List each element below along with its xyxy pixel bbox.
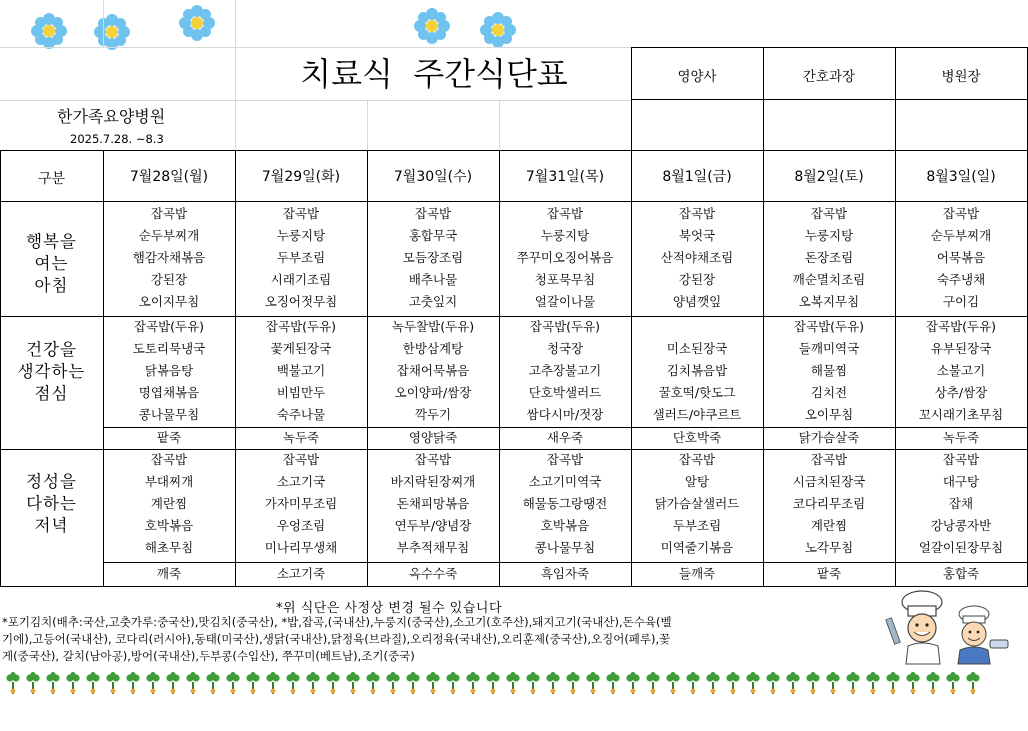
breakfast-menu-item: 잡곡밥 (546, 206, 584, 221)
breakfast-menu-item: 순두부찌개 (138, 228, 200, 243)
lunch-menu-item: 상추/쌈장 (934, 385, 988, 400)
dinner-porridge: 홍합죽 (942, 566, 980, 581)
breakfast-menu-item: 누룽지탕 (804, 228, 854, 243)
lunch-menu-item: 김치전 (810, 385, 848, 400)
lunch-menu-item: 단호박샐러드 (528, 385, 602, 400)
lunch-porridge: 녹두죽 (282, 430, 320, 445)
flower-decoration-icon (92, 12, 132, 52)
breakfast-menu-item: 오징어젓무침 (264, 294, 338, 309)
plant-icon (866, 672, 880, 694)
lunch-porridge: 녹두죽 (942, 430, 980, 445)
plant-icon (86, 672, 100, 694)
dinner-menu-item: 강낭콩자반 (930, 518, 992, 533)
plant-icon (546, 672, 560, 694)
plant-icon (126, 672, 140, 694)
day-header: 8월3일(일) (926, 169, 996, 185)
breakfast-menu-item: 두부조림 (276, 250, 326, 265)
dinner-menu-item: 닭가슴살샐러드 (654, 496, 740, 511)
breakfast-menu-item: 쭈꾸미오징어볶음 (516, 250, 614, 265)
lunch-menu-item: 숙주나물 (276, 407, 326, 422)
lunch-menu-item: 오이양파/쌈장 (394, 385, 472, 400)
lunch-menu-item: 비빔만두 (276, 385, 326, 400)
flower-decoration-icon (177, 3, 217, 43)
plant-icon (146, 672, 160, 694)
lunch-menu-item: 소불고기 (936, 363, 986, 378)
lunch-label: 건강을 생각하는 점심 (17, 340, 86, 403)
plant-icon (566, 672, 580, 694)
dinner-menu-item: 부추적채무침 (396, 540, 470, 555)
breakfast-menu-item: 누룽지탕 (540, 228, 590, 243)
breakfast-menu-item: 잡곡밥 (810, 206, 848, 221)
lunch-porridge: 닭가슴살죽 (798, 430, 860, 445)
plant-icon (6, 672, 20, 694)
hospital-name: 한가족요양병원 (57, 107, 166, 126)
dinner-porridge: 흑임자죽 (540, 566, 590, 581)
dinner-menu-item: 가자미무조림 (264, 496, 338, 511)
lunch-menu-item: 꿀호떡/핫도그 (658, 385, 736, 400)
breakfast-label: 행복을 여는 아침 (26, 232, 77, 295)
breakfast-menu-item: 순두부찌개 (930, 228, 992, 243)
plant-icon (706, 672, 720, 694)
plant-icon (846, 672, 860, 694)
plant-icon (906, 672, 920, 694)
lunch-menu-item: 미소된장국 (666, 341, 728, 356)
breakfast-menu-item: 숙주냉채 (936, 272, 986, 287)
breakfast-menu-item: 강된장 (150, 272, 188, 287)
breakfast-menu-item: 누룽지탕 (276, 228, 326, 243)
breakfast-menu-item: 깨순멸치조림 (792, 272, 866, 287)
breakfast-menu-item: 햄감자채볶음 (132, 250, 206, 265)
menu-change-notice: *위 식단은 사정상 변경 될수 있습니다 (276, 601, 503, 616)
dinner-menu-item: 해초무침 (144, 540, 194, 555)
plant-icon (886, 672, 900, 694)
breakfast-menu-item: 구이김 (942, 294, 980, 309)
flower-decoration-icon (29, 11, 69, 51)
dinner-menu-item: 호박볶음 (540, 518, 590, 533)
lunch-menu-item: 깍두기 (414, 407, 452, 422)
plant-icon (466, 672, 480, 694)
dinner-menu-item: 얼갈이된장무침 (918, 540, 1004, 555)
plant-icon (326, 672, 340, 694)
breakfast-menu-item: 잡곡밥 (414, 206, 452, 221)
breakfast-menu-item: 배추나물 (408, 272, 458, 287)
lunch-menu-item: 잡곡밥(두유) (133, 319, 205, 334)
lunch-menu-item: 녹두찰밥(두유) (391, 319, 475, 334)
page-title: 치료식 주간식단표 (300, 55, 568, 93)
approval-box (631, 47, 1028, 150)
plant-icon (626, 672, 640, 694)
approval-dietitian: 영양사 (677, 69, 717, 85)
dinner-menu-item: 바지락된장찌개 (390, 474, 476, 489)
day-header: 8월1일(금) (662, 169, 732, 185)
dinner-menu-item: 잡채 (948, 496, 974, 511)
dinner-menu-item: 잡곡밥 (810, 452, 848, 467)
lunch-menu-item: 도토리묵냉국 (132, 341, 206, 356)
day-header: 8월2일(토) (794, 169, 864, 185)
flower-decoration-icon (412, 6, 452, 46)
breakfast-menu-item: 시래기조림 (270, 272, 332, 287)
lunch-porridge: 팥죽 (156, 430, 182, 445)
plant-icon (726, 672, 740, 694)
breakfast-menu-item: 홍합무국 (408, 228, 458, 243)
dinner-menu-item: 알탕 (684, 474, 710, 489)
date-range: 2025.7.28. ~8.3 (70, 132, 164, 146)
day-header: 7월30일(수) (393, 169, 473, 185)
dinner-menu-item: 잡곡밥 (150, 452, 188, 467)
dinner-menu-item: 노각무침 (804, 540, 854, 555)
plant-icon (366, 672, 380, 694)
lunch-menu-item: 들깨미역국 (798, 341, 860, 356)
breakfast-menu-item: 얼갈이나물 (534, 294, 596, 309)
lunch-menu-item: 오이무침 (804, 407, 854, 422)
lunch-menu-item: 샐러드/야쿠르트 (652, 407, 742, 422)
approval-director: 병원장 (941, 69, 981, 85)
breakfast-menu-item: 잡곡밥 (678, 206, 716, 221)
breakfast-menu-item: 고춧잎지 (408, 294, 458, 309)
flower-decoration-icon (478, 10, 518, 50)
lunch-menu-item: 청국장 (546, 341, 584, 356)
dinner-menu-item: 잡곡밥 (414, 452, 452, 467)
dinner-menu-item: 돈채피망볶음 (396, 496, 470, 511)
dinner-menu-item: 우엉조림 (276, 518, 326, 533)
breakfast-menu-item: 청포묵무침 (534, 272, 596, 287)
plant-icon (386, 672, 400, 694)
breakfast-menu-item: 양념깻잎 (672, 294, 722, 309)
origin-line-3: 게(중국산), 갈치(남아공),방어(국내산),두부콩(수입산), 쭈꾸미(베트남),조기(중국) (2, 649, 415, 663)
plant-icon (266, 672, 280, 694)
dinner-menu-item: 잡곡밥 (282, 452, 320, 467)
day-header: 7월31일(목) (525, 169, 605, 185)
day-header: 7월29일(화) (261, 169, 341, 185)
plant-icon (406, 672, 420, 694)
dinner-label: 정성을 다하는 저녁 (26, 472, 77, 535)
dinner-menu-item: 연두부/양념장 (394, 518, 472, 533)
plant-icon (646, 672, 660, 694)
plant-icon (306, 672, 320, 694)
dinner-menu-item: 잡곡밥 (678, 452, 716, 467)
plant-icon (26, 672, 40, 694)
breakfast-menu-item: 어묵볶음 (936, 250, 986, 265)
plant-icon (286, 672, 300, 694)
breakfast-menu-item: 잡곡밥 (150, 206, 188, 221)
lunch-porridge: 영양닭죽 (408, 430, 458, 445)
dinner-porridge: 옥수수죽 (408, 566, 458, 581)
plant-icon (46, 672, 60, 694)
plant-icon (166, 672, 180, 694)
plant-icon (186, 672, 200, 694)
lunch-menu-item: 유부된장국 (930, 341, 992, 356)
dinner-porridge: 팥죽 (816, 566, 842, 581)
lunch-menu-item: 백불고기 (276, 363, 326, 378)
lunch-menu-item: 잡채어묵볶음 (396, 363, 470, 378)
plant-icon (746, 672, 760, 694)
plant-icon (946, 672, 960, 694)
breakfast-menu-item: 산적야채조림 (660, 250, 734, 265)
header-category: 구분 (37, 171, 66, 187)
dinner-menu-item: 해물동그랑땡전 (522, 496, 608, 511)
plant-icon (586, 672, 600, 694)
plant-icon (526, 672, 540, 694)
dinner-menu-item: 잡곡밥 (942, 452, 980, 467)
lunch-porridge: 새우죽 (546, 430, 584, 445)
dinner-menu-item: 시금치된장국 (792, 474, 866, 489)
lunch-menu-item: 콩나물무침 (138, 407, 200, 422)
plant-icon (826, 672, 840, 694)
dinner-porridge: 들깨죽 (678, 566, 716, 581)
plant-icon (66, 672, 80, 694)
lunch-menu-item: 쌈다시마/젓장 (526, 407, 604, 422)
dinner-porridge: 소고기죽 (276, 566, 326, 581)
dinner-menu-item: 두부조림 (672, 518, 722, 533)
lunch-menu-item: 꼬시래기초무침 (918, 407, 1004, 422)
dinner-menu-item: 소고기미역국 (528, 474, 602, 489)
plant-icon (426, 672, 440, 694)
dinner-menu-item: 대구탕 (942, 474, 980, 489)
breakfast-menu-item: 잡곡밥 (942, 206, 980, 221)
lunch-menu-item: 닭볶음탕 (144, 363, 194, 378)
breakfast-menu-item: 북엇국 (678, 228, 716, 243)
dinner-menu-item: 미나리무생채 (264, 540, 338, 555)
plant-icon (106, 672, 120, 694)
lunch-menu-item: 해물찜 (810, 363, 848, 378)
lunch-menu-item: 명엽채볶음 (138, 385, 200, 400)
origin-line-1: *포기김치(배추:국산,고춧가루:중국산),맛김치(중국산), *밥,잡곡,(국내산),누룽지(중국산),소고기(호주산),돼지고기(국내산),돈수육(벨 (2, 615, 672, 629)
plant-icon (206, 672, 220, 694)
lunch-menu-item: 고추장불고기 (528, 363, 602, 378)
plant-icon (926, 672, 940, 694)
chef-illustration-icon (882, 588, 1022, 666)
lunch-menu-item: 잡곡밥(두유) (793, 319, 865, 334)
plant-icon (226, 672, 240, 694)
lunch-porridge: 단호박죽 (672, 430, 722, 445)
day-header: 7월28일(월) (129, 169, 209, 185)
plant-icon (666, 672, 680, 694)
plant-icon (766, 672, 780, 694)
lunch-menu-item: 잡곡밥(두유) (265, 319, 337, 334)
breakfast-menu-item: 오이지무침 (138, 294, 200, 309)
lunch-menu-item: 김치볶음밥 (666, 363, 728, 378)
dinner-menu-item: 잡곡밥 (546, 452, 584, 467)
dinner-menu-item: 호박볶음 (144, 518, 194, 533)
breakfast-menu-item: 모듬장조림 (402, 250, 464, 265)
plant-icon (606, 672, 620, 694)
origin-line-2: 기에),고등어(국내산), 코다리(러시아),동태(미국산),생닭(국내산),닭정육(브라질),오리정육(국내산),오리훈제(중국산),오징어(페루),꽃 (2, 632, 671, 646)
breakfast-menu-item: 잡곡밥 (282, 206, 320, 221)
dinner-menu-item: 부대찌개 (144, 474, 194, 489)
plant-icon (786, 672, 800, 694)
dinner-menu-item: 소고기국 (276, 474, 326, 489)
plant-icon (486, 672, 500, 694)
dinner-menu-item: 콩나물무침 (534, 540, 596, 555)
dinner-porridge: 깨죽 (156, 566, 182, 581)
breakfast-menu-item: 돈장조림 (804, 250, 854, 265)
approval-head-nurse: 간호과장 (802, 69, 856, 85)
plant-icon (246, 672, 260, 694)
plant-icon (506, 672, 520, 694)
dinner-menu-item: 계란찜 (150, 496, 188, 511)
lunch-menu-item: 꽃게된장국 (270, 341, 332, 356)
plant-icon (806, 672, 820, 694)
breakfast-menu-item: 강된장 (678, 272, 716, 287)
lunch-menu-item: 잡곡밥(두유) (925, 319, 997, 334)
plant-icon (966, 672, 980, 694)
dinner-menu-item: 계란찜 (810, 518, 848, 533)
breakfast-menu-item: 오복지무침 (798, 294, 860, 309)
plant-icon (346, 672, 360, 694)
dinner-menu-item: 미역줄기볶음 (660, 540, 734, 555)
plant-icon (446, 672, 460, 694)
lunch-menu-item: 잡곡밥(두유) (529, 319, 601, 334)
dinner-menu-item: 코다리무조림 (792, 496, 866, 511)
plant-icon (686, 672, 700, 694)
lunch-menu-item: 한방삼계탕 (402, 341, 464, 356)
